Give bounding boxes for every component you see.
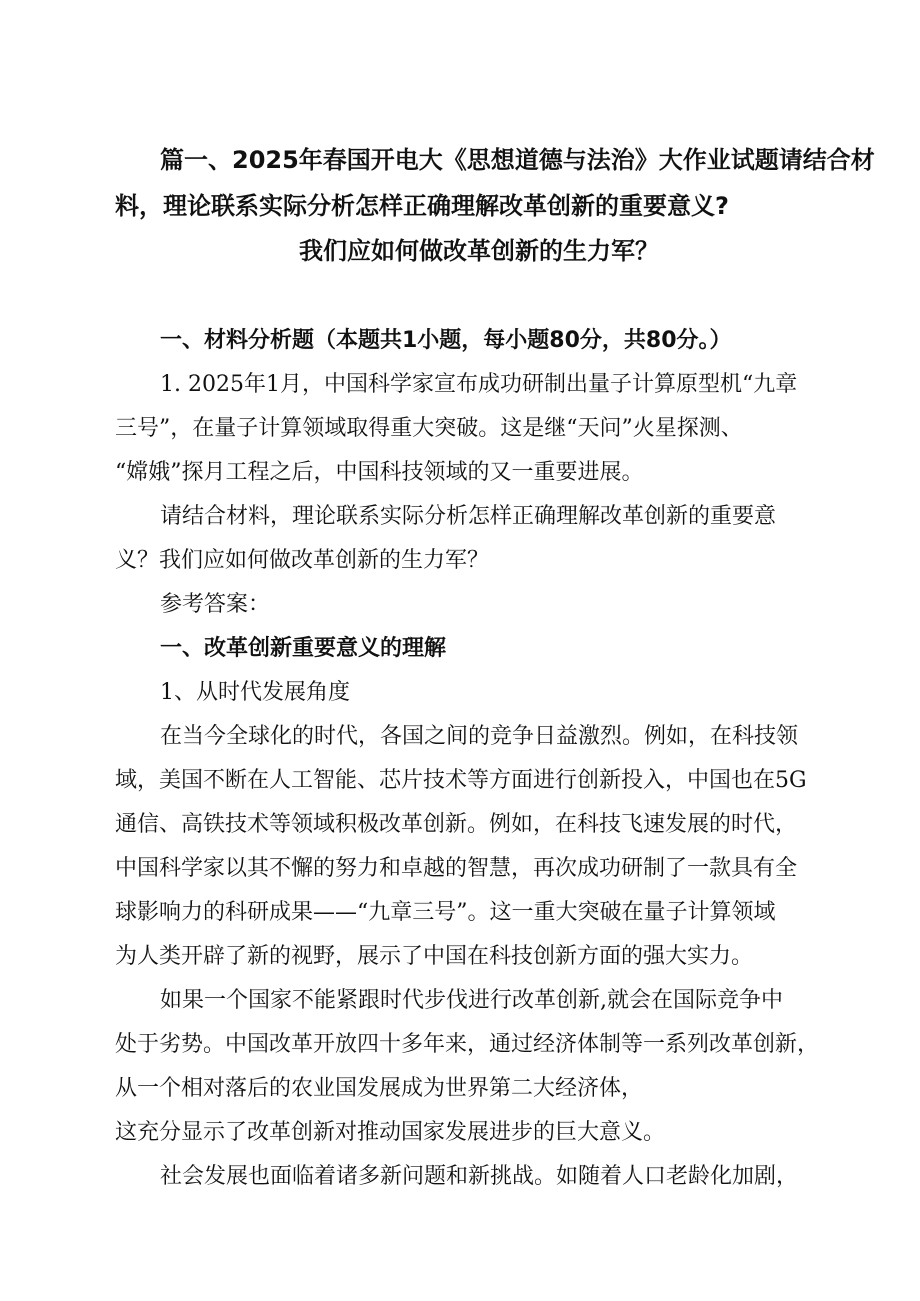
title-line-2: 料，理论联系实际分析怎样正确理解改革创新的重要意义?: [115, 192, 729, 220]
question-line-1: 1. 2025年1月，中国科学家宣布成功研制出量子计算原型机“九章: [160, 372, 798, 397]
question-prompt-line-1: 请结合材料，理论联系实际分析怎样正确理解改革创新的重要意: [160, 504, 777, 529]
paragraph-2-line: 处于劣势。中国改革开放四十多年来，通过经济体制等一系列改革创新，: [115, 1032, 820, 1057]
paragraph-1-line: 中国科学家以其不懈的努力和卓越的智慧，再次成功研制了一款具有全: [115, 856, 798, 881]
question-prompt-line-2: 义？我们应如何做改革创新的生力军？: [115, 548, 490, 573]
paragraph-1-line: 通信、高铁技术等领域积极改革创新。例如，在科技飞速发展的时代，: [115, 812, 798, 837]
subheading-1: 1、从时代发展角度: [160, 680, 350, 705]
paragraph-1-line: 为人类开辟了新的视野，展示了中国在科技创新方面的强大实力。: [115, 944, 754, 969]
section-heading: 一、材料分析题（本题共1小题，每小题80分，共80分。）: [160, 328, 732, 353]
title-line-1: 篇一、2025年春国开电大《思想道德与法治》大作业试题请结合材: [160, 146, 875, 174]
title-line-3: 我们应如何做改革创新的生力军？: [299, 237, 659, 265]
paragraph-2-line: 这充分显示了改革创新对推动国家发展进步的巨大意义。: [115, 1120, 666, 1145]
paragraph-2-line: 从一个相对落后的农业国发展成为世界第二大经济体，: [115, 1076, 644, 1101]
paragraph-1-line: 在当今全球化的时代，各国之间的竞争日益激烈。例如，在科技领: [160, 724, 799, 749]
question-line-2: 三号”，在量子计算领域取得重大突破。这是继“天问”火星探测、: [115, 416, 743, 441]
paragraph-1-line: 球影响力的科研成果——“九章三号”。这一重大突破在量子计算领域: [115, 900, 776, 925]
answer-heading: 一、改革创新重要意义的理解: [160, 636, 447, 661]
answer-label: 参考答案：: [160, 592, 271, 617]
paragraph-1-line: 域，美国不断在人工智能、芯片技术等方面进行创新投入，中国也在5G: [115, 768, 807, 793]
paragraph-2-line: 如果一个国家不能紧跟时代步伐进行改革创新,就会在国际竞争中: [160, 988, 783, 1013]
paragraph-3-line: 社会发展也面临着诸多新问题和新挑战。如随着人口老龄化加剧，: [160, 1164, 799, 1189]
question-line-3: “嫦娥”探月工程之后，中国科技领域的又一重要进展。: [115, 460, 644, 485]
